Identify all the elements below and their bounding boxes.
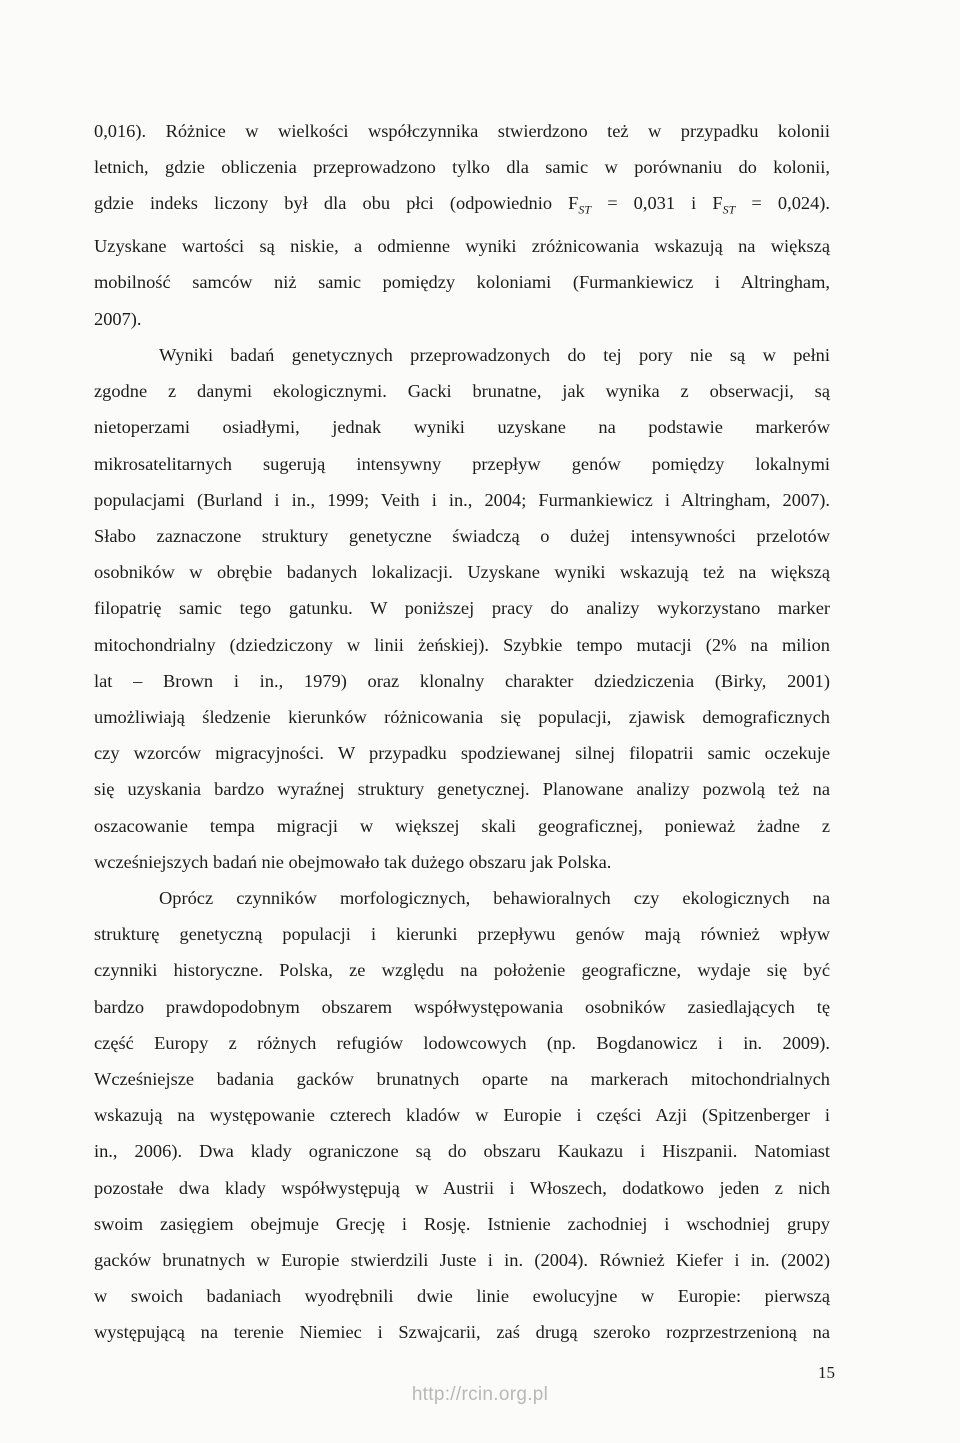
source-watermark: http://rcin.org.pl	[411, 1384, 549, 1405]
text-line: Oprócz czynników morfologicznych, behawioralnych czy ekologicznych na	[159, 887, 830, 908]
text-line: wcześniejszych badań nie obejmowało tak dużego obszaru jak Polska.	[94, 851, 612, 872]
text-line: swoim zasięgiem obejmuje Grecję i Rosję. Istnienie zachodniej i wschodniej grupy	[94, 1213, 830, 1234]
text-line: umożliwiają śledzenie kierunków różnicowania się populacji, zjawisk demograficznych	[94, 706, 830, 727]
text-line: mitochondrialny (dziedziczony w linii żeńskiej). Szybkie tempo mutacji (2% na milion	[94, 634, 830, 655]
text-line-fst	[94, 185, 830, 228]
text-line: Słabo zaznaczone struktury genetyczne świadczą o dużej intensywności przelotów	[94, 525, 830, 546]
text-line: Uzyskane wartości są niskie, a odmienne wyniki zróżnicowania wskazują na większą	[94, 236, 830, 257]
text-line: występującą na terenie Niemiec i Szwajcarii, zaś drugą szeroko rozprzestrzenioną na	[94, 1322, 830, 1343]
text-line: nietoperzami osiadłymi, jednak wyniki uzyskane na podstawie markerów	[94, 417, 830, 438]
text-line: letnich, gdzie obliczenia przeprowadzono tylko dla samic w porównaniu do kolonii,	[94, 157, 830, 178]
text-line: Wcześniejsze badania gacków brunatnych oparte na markerach mitochondrialnych	[94, 1068, 830, 1089]
text-line: mobilność samców niż samic pomiędzy koloniami (Furmankiewicz i Altringham,	[94, 272, 830, 293]
text-line: filopatrię samic tego gatunku. W poniższej pracy do analizy wykorzystano marker	[94, 598, 830, 619]
paragraph-3	[94, 880, 830, 1351]
text-line: w swoich badaniach wyodrębnili dwie linie ewolucyjne w Europie: pierwszą	[94, 1286, 830, 1307]
subscript: ST	[722, 203, 736, 218]
text-line: Wyniki badań genetycznych przeprowadzonych do tej pory nie są w pełni	[159, 344, 830, 365]
text-line: bardzo prawdopodobnym obszarem współwystępowania osobników zasiedlających tę	[94, 996, 830, 1017]
body-text	[94, 113, 830, 1351]
text-line: czy wzorców migracyjności. W przypadku spodziewanej silnej filopatrii samic oczekuje	[94, 743, 830, 764]
text-line: 2007).	[94, 308, 142, 329]
text-line: część Europy z różnych refugiów lodowcowych (np. Bogdanowicz i in. 2009).	[94, 1032, 830, 1053]
text-line: się uzyskania bardzo wyraźnej struktury genetycznej. Planowane analizy pozwolą też na	[94, 779, 830, 800]
text-fragment: gdzie indeks liczony był dla obu płci (odpowiednio F	[94, 193, 579, 214]
subscript: ST	[578, 203, 592, 218]
text-line: wskazują na występowanie czterech kladów w Europie i części Azji (Spitzenberger i	[94, 1105, 830, 1126]
text-line: 0,016). Różnice w wielkości współczynnika stwierdzono też w przypadku kolonii	[94, 121, 830, 141]
text-line: zgodne z danymi ekologicznymi. Gacki brunatne, jak wynika z obserwacji, są	[94, 381, 830, 402]
page-number: 15	[818, 1363, 835, 1382]
text-line: pozostałe dwa klady współwystępują w Austrii i Włoszech, dodatkowo jeden z nich	[94, 1177, 830, 1198]
text-fragment: = 0,031 i F	[591, 193, 723, 214]
text-fragment: = 0,024).	[735, 193, 831, 214]
text-line: oszacowanie tempa migracji w większej skali geograficznej, ponieważ żadne z	[94, 815, 830, 836]
text-line: strukturę genetyczną populacji i kierunki przepływu genów mają również wpływ	[94, 924, 830, 945]
text-line: lat – Brown i in., 1979) oraz klonalny charakter dziedziczenia (Birky, 2001)	[94, 670, 830, 691]
text-line: osobników w obrębie badanych lokalizacji. Uzyskane wyniki wskazują też na większą	[94, 562, 830, 583]
text-line: in., 2006). Dwa klady ograniczone są do obszaru Kaukazu i Hiszpanii. Natomiast	[94, 1141, 830, 1162]
text-line: mikrosatelitarnych sugerują intensywny przepływ genów pomiędzy lokalnymi	[94, 453, 830, 474]
paragraph-1	[94, 113, 830, 337]
paragraph-2	[94, 337, 830, 880]
text-line: czynniki historyczne. Polska, ze względu na położenie geograficzne, wydaje się być	[94, 960, 830, 981]
text-line: gacków brunatnych w Europie stwierdzili Juste i in. (2004). Również Kiefer i in. (2002)	[94, 1249, 830, 1270]
text-line: populacjami (Burland i in., 1999; Veith i in., 2004; Furmankiewicz i Altringham, 2007).	[94, 489, 830, 510]
